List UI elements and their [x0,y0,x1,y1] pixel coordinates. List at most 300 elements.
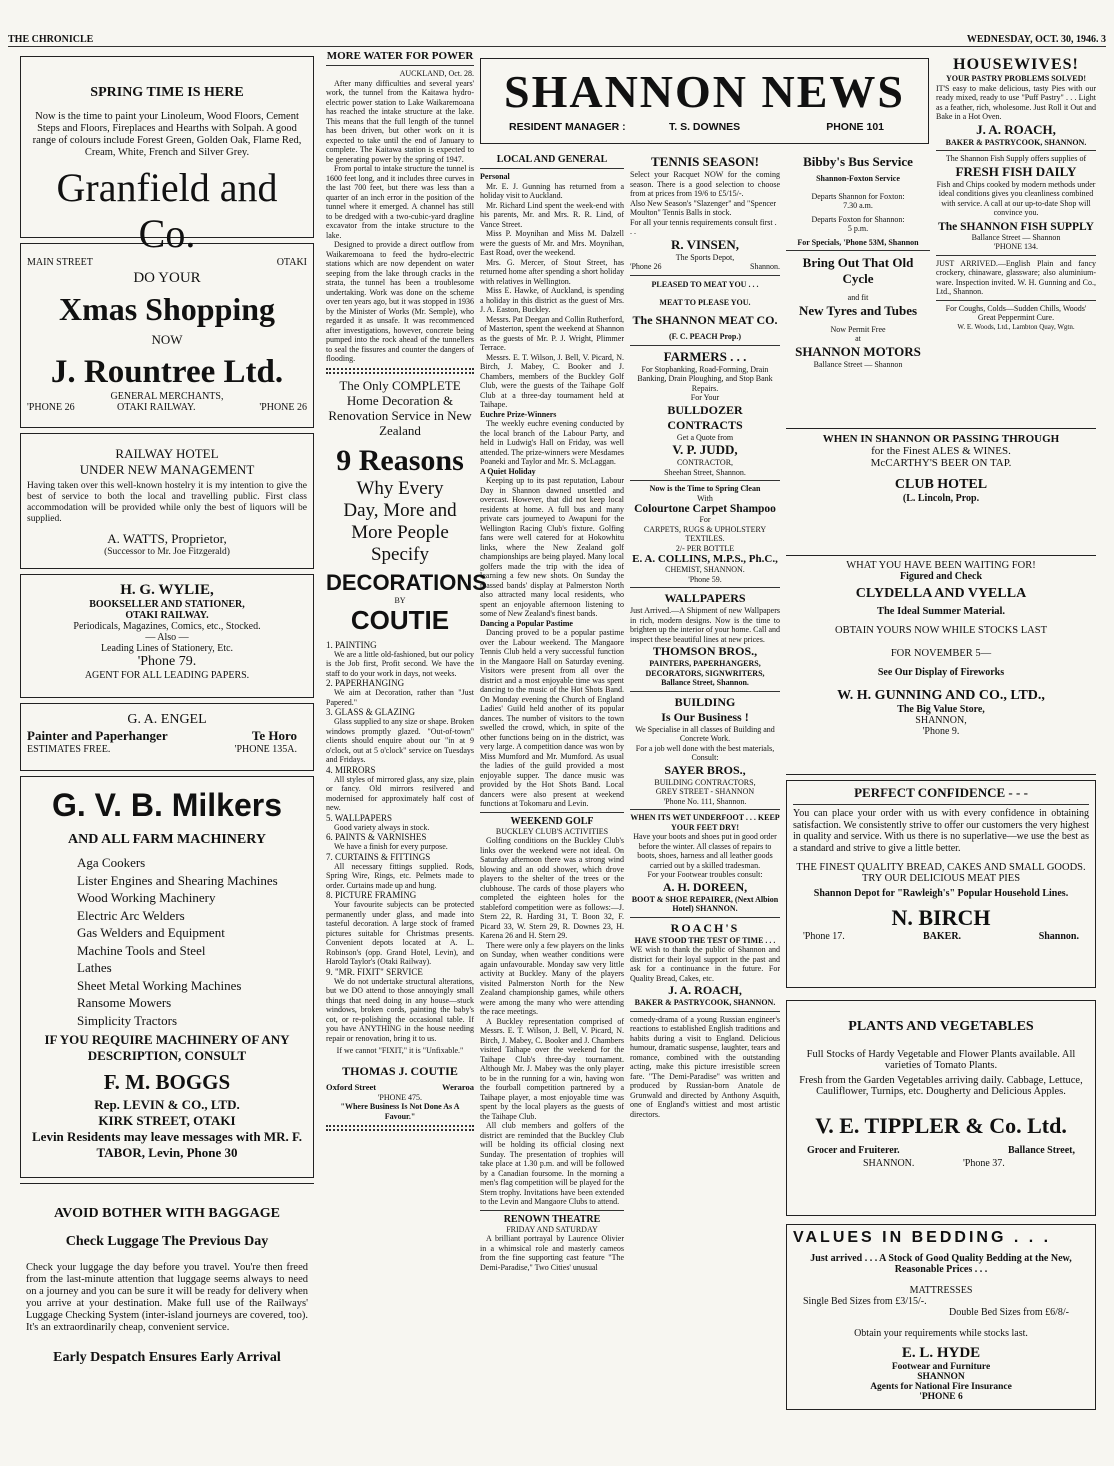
divider [786,250,930,251]
gunning-l3: CLYDELLA AND VYELLA [855,586,1027,601]
tippler-street: Ballance Street, [1007,1145,1075,1156]
water-p1: After many difficulties and several years' work, the tunnel from the Kaitawa hydro-electric power station to Lake Waikaremoana has reached the intake structure at the lake. This means that the full length of the tunnel has been driven, but other work on it is expected to take until the end of January to complete. The Kaitawa station is expected to be generating power by the spring of 1947. [326,78,474,164]
wet-consult: For your Footwear troubles consult: [647,870,763,879]
roach-body: WE wish to thank the public of Shannon and district for their loyal support in the past and ask for a continuance in the future. For Quality Bread, Cakes, etc. [630,945,780,983]
rountree-name: J. Rountree Ltd. [50,354,284,390]
doreen-name: A. H. DOREEN, [662,879,748,894]
divider [480,1210,624,1211]
reason-title: CURTAINS & FITTINGS [335,851,431,862]
divider [326,65,474,66]
fish-phone: 'PHONE 134. [993,242,1039,251]
reason-title: PICTURE FRAMING [335,890,417,900]
reason-heading [326,765,474,775]
divider [480,168,624,169]
coutie-h7: BY [394,595,406,605]
granfield-name: Granfield and Co. [56,165,278,256]
coutie-motto: "Where Business Is Not Done As A Favour." [340,1102,460,1121]
water-p2: From portal to intake structure the tunnel is 1600 feet long, and it includes three curves in the last 700 feet, but there was less than a quarter of an inch error in the position of the tunnel where it emerged. A channel has still to be dredged with a two-cubic-yard dragline excavator from the intake structure to the lake. [326,164,474,240]
pc-body: You can place your order with us with every confidence in obtaining satisfaction. We consistently strive to offer our customers the very highest in quality and service. With us there is no superlative—we use the best as a standard and strive to give a little better. [793,808,1089,854]
shannon-manager-row [481,121,928,135]
column-water-coutie [326,50,487,1455]
reason-title: GLASS & GLAZING [335,707,415,717]
coutie-address [326,1082,474,1093]
pv-title: PLANTS AND VEGETABLES [848,1019,1034,1034]
birch-bakery-ad [786,780,1096,988]
tennis-ad [630,154,780,272]
collins-l2: CHEMIST, SHANNON. [665,565,745,574]
wallpapers-ad [630,591,780,688]
hyde-agents: Agents for National Fire Insurance [870,1382,1012,1392]
hw-trade: BAKER & PASTRYCOOK, SHANNON. [945,137,1087,147]
reason-heading [326,832,474,842]
local-sub-euchre: Euchre Prize-Winners [480,409,557,419]
rountree-phone-left: 'PHONE 26 [27,402,75,413]
granfield-ad [20,56,314,268]
coutie-unfix: If we cannot "FIXIT," it is "Unfixable." [336,1046,464,1055]
golf-p4: All club members and golfers of the district are reminded that the Buckley Club will be holding its official closing next Sunday. The presentation of trophies will take place at 1.30 p.m. and will be followed by a Canadian foursome. In the morning a men's flag competition will be played for the Stern trophy. Invitations have been extended to the Levin and Mangaore Clubs to attend. [480,1121,624,1206]
gunning-l7: See Our Display of Fireworks [877,667,1005,678]
crockery-notice: JUST ARRIVED.—English Plain and fancy crockery, chinaware, glassware; also aluminium-ware. Inspection invited. W. H. Gunning and Co., Ltd., Shannon. [936,258,1096,296]
gvb-item: Gas Welders and Equipment [77,925,225,940]
gvb-item: Lathes [77,960,112,975]
water-title: MORE WATER FOR POWER [326,50,474,62]
engel-ad [20,703,314,771]
judd-title: CONTRACTOR, [676,458,734,467]
fish-title: FRESH FISH DAILY [955,163,1077,179]
bus-sub: Shannon-Foxton Service [816,174,900,183]
reason-body: Your favourite subjects can be protected permanently under glass, and made into tasteful decoration. A large stock of framed pictures suitable for Christmas presents. Convenient depots located at A. L. Robinson's (opp. Grand Hotel, Levin), and Harold Taylor's (Otaki Railway). [326,900,474,966]
hyde-trade: Footwear and Furniture [891,1362,991,1372]
masthead-left: THE CHRONICLE [8,34,94,45]
baggage-t1: AVOID BOTHER WITH BAGGAGE [54,1206,280,1221]
shannon-rm-label: RESIDENT MANAGER : [509,121,626,133]
tippler-row2 [793,1158,1089,1171]
divider [630,1011,780,1012]
sayer-phone: 'Phone No. 111, Shannon. [663,796,747,806]
divider [630,345,780,346]
sayer-name: SAYER BROS., [664,762,746,777]
fish-body: Fish and Chips cooked by modern methods under ideal conditions gives you cleanliness combined with service. A call at our up-to-date Shop will convince you. [936,179,1096,217]
gunning-l1: WHAT YOU HAVE BEEN WAITING FOR! [846,560,1036,571]
vb-l2: MATTRESSES [909,1285,973,1296]
shampoo-l2: With [697,493,713,503]
shannon-news-banner [480,58,929,144]
coutie-phone: 'PHONE 475. [377,1092,423,1102]
granfield-town: OTAKI [276,257,307,268]
baggage-t2: Check Luggage The Previous Day [65,1234,269,1249]
renown-body: A brilliant portrayal by Laurence Olivier in a whimsical role and masterly cameos from the fine supporting cast feature "The Demi-Paradise," Two Cities' unusual [480,1234,624,1272]
gvb-name: G. V. B. Milkers [51,787,283,823]
shampoo-l5: CARPETS, RUGS & UPHOLSTERY TEXTILES. [643,524,767,543]
birch-phone: 'Phone 17. [803,931,845,942]
renown-title: RENOWN THEATRE [503,1213,601,1225]
roach-sub: HAVE STOOD THE TEST OF TIME . . . [634,935,776,945]
reason-number: 7. [326,851,333,862]
club-l2: for the Finest ALES & WINES. [871,445,1011,457]
birch-town: Shannon. [1038,931,1079,942]
baggage-ad [20,1183,314,1433]
renown-sub: FRIDAY AND SATURDAY [506,1224,598,1234]
cycle-l4: Now Permit Free [830,324,886,334]
vinsen-depot: The Sports Depot, [675,252,735,262]
hotel-t1: RAILWAY HOTEL [115,446,219,461]
tennis-body2: Also New Season's "Slazenger" and "Spencer Moulton" Tennis Balls in stock. [630,198,777,217]
bld-l3: We Specialise in all classes of Building and Concrete Work. [635,724,775,743]
reason-number: 2. [326,678,333,688]
reason-title: PAINTING [335,639,377,650]
cycle-address: Ballance Street — Shannon [813,359,903,369]
reason-title: WALLPAPERS [334,812,393,823]
hyde-name: E. L. HYDE [901,1345,981,1361]
baggage-t3: Early Despatch Ensures Early Arrival [53,1350,281,1365]
club-hotel-ad [786,428,1096,550]
pv-body1: Full Stocks of Hardy Vegetable and Flower Plants available. All varieties of Tomato Plants. [806,1049,1076,1071]
collins-name: E. A. COLLINS, M.P.S., Ph.C., [632,553,778,565]
tennis-body: Select your Racquet NOW for the coming season. There is a good selection to choose from at prices from 19/6 to £5/15/-. [630,170,780,198]
meat-ad [630,280,780,342]
local-sub-dancing: Dancing a Popular Pastime [480,618,573,628]
column-bus-cycle [786,154,930,424]
coutie-name: THOMAS J. COUTIE [342,1063,458,1078]
gunning-l5: OBTAIN YOURS NOW WHILE STOCKS LAST [835,625,1047,636]
ornament-rule [326,368,474,374]
divider [630,917,780,918]
cough-maker: W. E. Woods, Ltd., Lambton Quay, Wgtn. [957,322,1075,331]
gvb-boggs: F. M. BOGGS [103,1070,231,1094]
reason-body: We are a little old-fashioned, but our policy is the Job first, Profit second. We have the staff to do your work in days, not weeks. [326,649,474,678]
local-p10: Dancing proved to be a popular pastime over the Labour weekend. The Mangaore Tennis Club held a very successful function in the Mangaore Hall on Saturday evening. Visitors were present from all over the district and a most enjoyable time was spent dancing to the music of the Hot Shots Band. On Monday evening the Church of England Ladies' Guild held another of its popular dances. The number of visitors to the town swelled the crowd, which, in spite of the other functions being on in the district, was very large. A competition dance was won by Miss Mumford and Mr. Mumford. As usual the ladies of the guild provided a most enjoyable supper. The dance music was provided by the Hot Shots Band. Local dancers were also present at weekend functions at Tokomaru and Levin. [480,628,624,808]
tippler-trade: Grocer and Fruiterer. [807,1145,900,1156]
tippler-ad [786,1000,1096,1216]
reason-heading [326,678,474,688]
tippler-town: SHANNON. [863,1158,915,1169]
reason-title: PAPERHANGING [335,678,405,688]
divider [480,812,624,813]
reason-item [326,640,474,679]
divider [630,809,780,810]
local-sub-holiday: A Quiet Holiday [480,466,536,476]
reason-heading [326,890,474,900]
vb-l5: Obtain your requirements while stocks last. [854,1328,1028,1339]
engel-row2 [27,744,307,756]
roach-ad [630,921,780,1008]
wylie-l5: Leading Lines of Stationery, Etc. [100,643,234,654]
wet-title: WHEN ITS WET UNDERFOOT . . . KEEP YOUR FEET DRY! [630,813,780,832]
engel-town: Te Horo [251,728,297,743]
reason-item [326,678,474,707]
rountree-l3: NOW [151,332,183,347]
coutie-h1: The Only COMPLETE Home Decoration & Renovation Service in New Zealand [328,377,472,438]
fish-intro: The Shannon Fish Supply offers supplies of [945,154,1087,163]
wet-body: Have your boots and shoes put in good order before the winter. All classes of repairs to boots, shoes, harness and all leather goods carried out by a skilled tradesman. [633,832,777,870]
fish-name: The SHANNON FISH SUPPLY [938,220,1094,233]
granfield-address [27,257,307,269]
golf-title: WEEKEND GOLF [510,815,594,827]
vinsen-town: Shannon. [750,262,780,271]
sayer-l3: GREY STREET - SHANNON [655,787,755,796]
reason-body: All styles of mirrored glass, any size, plain or fancy. Old mirrors resilvered and modernised for approximately half cost of new. [326,774,474,812]
vinsen-name: R. VINSEN, [670,236,740,252]
engel-trade: Painter and Paperhanger [27,728,168,743]
divider [793,804,1089,805]
club-name: CLUB HOTEL [894,477,988,492]
shampoo-l4: For [699,515,711,524]
cough-notice: For Coughs, Colds—Sudden Chills, Woods' Great Peppermint Cure. [945,303,1087,322]
gvb-item: Machine Tools and Steel [77,942,206,958]
water-p3: Designed to provide a direct outflow from Waikaremoana to feed the hydro-electric stations which are now dependent on water seeping from the lake through cracks in the strata, the tunnel has been a troublesome undertaking. Work was done on the scheme over ten years ago, but it was stopped in 1936 by the Minister of Works (Mr. Semple), who regarded it as unsafe. It was recommenced after investigations, however, concrete being pumped into the rock ahead of the tunnellers to seal the fissures and counter the dangers of flooding. [326,240,474,363]
bus-specials: For Specials, 'Phone 53M, Shannon [797,237,919,247]
tennis-title: TENNIS SEASON! [650,154,759,169]
vb-l1: Just arrived . . . A Stock of Good Quality Bedding at the New, Reasonable Prices . . . [810,1253,1072,1275]
meat-prop: (F. C. PEACH Prop.) [669,332,741,341]
coutie-h6: DECORATIONS [326,569,487,595]
hw-name: J. A. ROACH, [976,121,1056,137]
gvb-milkers-ad [20,776,314,1178]
granfield-body: Now is the time to paint your Linoleum, Wood Floors, Cement Steps and Floors, Fireplaces and Hearths with Solpah. A good range of colours include Forest Green, Golden Oak, Flame Red, Cream, White, French and Silver Grey. [32,111,302,158]
gvb-rep: Rep. LEVIN & CO., LTD. [94,1097,240,1112]
shampoo-l1: Now is the Time to Spring Clean [649,484,761,493]
building-ad [630,695,780,807]
coutie-h8: COUTIE [350,604,450,635]
hyde-town: SHANNON [917,1372,965,1382]
reason-heading [326,967,474,977]
hotel-body: Having taken over this well-known hostelry it is my intention to give the best of service to both the local and travelling public. First class accommodation will be provided while only the best of liquors will be supplied. [27,481,307,524]
gunning-l10: SHANNON, [915,715,967,726]
golf-p3: A Buckley representation comprised of Messrs. E. T. Wilson, J. Bell, V. Picard, N. Birch, J. Mabey, C. Booker and J. Chambers visited Taihape over the weekend for the Taihape Club's three-day tournament. Although Mr. J. Mabey was the only player to be in the running for a win, having won the fourball competition partnered by a Taihape player, a most enjoyable time was spent by the local players as the guests of the Taihape Club. [480,1016,624,1121]
bld-l2: Is Our Business ! [661,709,749,724]
rountree-phones [27,402,307,414]
wylie-l6: AGENT FOR ALL LEADING PAPERS. [84,670,250,681]
coutie-h2: 9 Reasons [336,443,464,477]
bulldozer-ad [630,349,780,478]
meat-l2: MEAT TO PLEASE YOU. [659,297,751,307]
footwear-repair-ad [630,813,780,914]
reason-heading [326,852,474,862]
birch-name: N. BIRCH [891,905,991,930]
reason-item [326,890,474,967]
reason-body: Glass supplied to any size or shape. Broken windows promptly glazed. "Out-of-town" clients should enquire about our "in at 9 o'clock, out at 5 o'clock" service on Tuesdays and Fridays. [326,717,474,764]
vinsen-phone: 'Phone 26 [630,262,662,271]
rountree-rail: OTAKI RAILWAY. [117,402,196,413]
local-p9: Keeping up to its past reputation, Labour Day in Shannon dawned unsettled and overcast. However, that did not keep local residents at home. A full bus and many private cars journeyed to Awapuni for the Wellington Racing Club's fixture. Golfing fans were well catered for at Hokowhitu links, where the New Zealand golf championships are being played. Many local golfers made the trip with the idea of learning a few new shots. On Sunday the massed bands' display at Palmerston North also attracted many local residents, who spent an enjoyable afternoon listening to some of New Zealand's finest bands. [480,476,624,618]
engel-phone: 'PHONE 135A. [234,744,297,755]
reason-number: 6. [326,832,333,842]
local-p5: Miss E. Hawke, of Auckland, is spending a holiday in this district as the guest of Mrs. J. A. Easton, Buckley. [480,286,624,314]
shampoo-price: 2/- PER BOTTLE [675,543,735,553]
divider [630,275,780,276]
wylie-l4: — Also — [145,632,189,643]
wylie-name: H. G. WYLIE, [120,582,214,598]
judd-name: V. P. JUDD, [672,442,738,457]
gvb-req: IF YOU REQUIRE MACHINERY OF ANY DESCRIPTION, CONSULT [44,1032,290,1063]
ornament-rule [326,1125,474,1131]
pc-l3: TRY OUR DELICIOUS MEAT PIES [861,873,1021,884]
divider [936,255,1096,256]
hyde-phone: 'PHONE 6 [919,1392,963,1402]
rountree-ad [20,243,314,428]
local-p6: Messrs. Pat Deegan and Collin Rutherford, of Masterton, spent the weekend at Shannon as the guests of Mr. P. J. Wright, Plimmer Terrace. [480,314,624,352]
hyde-bedding-ad [786,1224,1096,1410]
rountree-sub: GENERAL MERCHANTS, [110,391,224,402]
local-p8: The weekly euchre evening conducted by the local branch of the Labour Party, and held in Ludwig's Hall on Friday, was well attended. The prize-winners were Mesdames Poaneki and Taylor and Mr. S. McLaggan. [480,419,624,466]
hotel-t2: UNDER NEW MANAGEMENT [79,462,255,477]
reason-title: MIRRORS [335,764,376,775]
pc-l2: THE FINEST QUALITY BREAD, CAKES AND SMALL GOODS. [796,862,1086,873]
column-left [20,56,314,1461]
reason-number: 9. [326,966,333,977]
water-dateline: AUCKLAND, Oct. 28. [399,69,474,78]
column-shannon-ads [630,154,780,1459]
gunning-l2: Figured and Check [899,571,983,582]
reason-heading [326,707,474,717]
vinsen-row [630,262,780,272]
reason-number: 3. [326,707,333,717]
reason-body: We aim at Decoration, rather than "Just Papered." [326,688,474,707]
cycle-l2: and fit [847,293,869,302]
cycle-l3: New Tyres and Tubes [798,302,918,318]
club-l3: McCARTHY'S BEER ON TAP. [870,457,1012,469]
doreen-address: BOOT & SHOE REPAIRER, (Next Albion Hotel) SHANNON. [631,894,779,913]
column-local-news [480,154,624,1459]
meat-l1: PLEASED TO MEAT YOU . . . [651,280,759,289]
reason-item [326,852,474,891]
gunning-ad [786,555,1096,775]
tippler-name: V. E. TIPPLER & Co. Ltd. [815,1113,1067,1138]
reason-number: 4. [326,764,333,775]
gunning-l4: The Ideal Summer Material. [876,606,1006,617]
farmers-title: FARMERS . . . [663,348,747,364]
tennis-body3: For all your tennis requirements consult first . . . [630,217,777,236]
column-housewives-fish [936,56,1096,428]
railway-hotel-ad [20,433,314,569]
golf-sub: BUCKLEY CLUB'S ACTIVITIES [495,826,609,836]
roach-trade: BAKER & PASTRYCOOK, SHANNON. [634,998,776,1007]
local-p1: Mr. E. J. Gunning has returned from a holiday visit to Auckland. [480,181,624,200]
wylie-phone: 'Phone 79. [137,654,197,669]
gvb-sub: AND ALL FARM MACHINERY [68,832,266,847]
bulldozer-title: BULLDOZER CONTRACTS [667,402,743,432]
gvb-item: Electric Arc Welders [77,907,185,923]
gvb-item: Simplicity Tractors [77,1012,178,1028]
cycle-motors: SHANNON MOTORS [795,343,921,359]
tippler-phone: 'Phone 37. [963,1158,1005,1169]
engel-estimates: ESTIMATES FREE. [27,744,111,755]
divider [630,480,780,481]
engel-row1 [27,728,307,744]
gvb-item: Sheet Metal Working Machines [77,977,242,993]
wp-title: WALLPAPERS [664,591,746,605]
reason-number: 8. [326,890,333,900]
coutie-h5: Specify [370,543,430,565]
date-line: WEDNESDAY, OCT. 30, 1946. 3 [966,34,1106,45]
reason-heading [326,813,474,823]
wylie-l1: BOOKSELLER AND STATIONER, [89,599,245,610]
wylie-l3: Periodicals, Magazines, Comics, etc., Stocked. [73,621,261,632]
coutie-town: Weraroa [442,1081,474,1092]
vb-l4: Double Bed Sizes from £6/8/- [949,1307,1069,1318]
local-p4: Mrs. G. Mercer, of Stout Street, has returned home after spending a short holiday with relatives in Wellington. [480,257,624,286]
thomson-address: Ballance Street, Shannon. [661,678,749,687]
engel-name: G. A. ENGEL [127,712,207,727]
shannon-title: SHANNON NEWS [503,66,905,117]
thomson-trades: PAINTERS, PAPERHANGERS, DECORATORS, SIGNWRITERS, [645,659,765,678]
birch-row [793,931,1089,943]
gvb-items [77,854,307,1029]
roach-name: J. A. ROACH, [668,983,742,997]
page-header [8,34,1106,47]
wylie-l2: OTAKI RAILWAY. [125,610,209,621]
shannon-phone: PHONE 101 [826,121,884,133]
reason-title: PAINTS & VARNISHES [335,832,427,842]
reason-item [326,813,474,833]
bulldozer-quote: Get a Quote from [676,432,734,442]
renown-continued: comedy-drama of a young Russian engineer's reactions to established English traditions and habits during a visit to England. Delicious humour, dramatic suspense, laughter, tears and romance, combined with the outstanding acting, make this picture irresistible screen fare. "The Demi-Paradise" was written and produced by Russian-born Anatole de Grunwald and directed by Anthony Asquith, one of England's wittiest and most artistic directors. [630,1014,780,1119]
local-sub-personal: Personal [480,172,510,181]
gunning-l6: FOR NOVEMBER 5— [890,648,992,659]
baggage-body: Check your luggage the day before you travel. You're then freed from the last-minute attention that luggage seems always to need on a journey and you can be sure it will be ready for delivery when you arrive at your destination. Make full use of the Railways' Luggage Checking System (inter-island journeys are covered, too). It's an extraordinarily cheap, convenient service. [26,1262,308,1333]
gunning-l9: The Big Value Store, [897,704,985,715]
cycle-l1: Bring Out That Old Cycle [802,255,914,286]
coutie-h3: Why Every [356,477,444,499]
hw-sub: YOUR PASTRY PROBLEMS SOLVED! [945,74,1087,83]
vb-title: VALUES IN BEDDING . . . [793,1229,1052,1246]
divider [936,150,1096,151]
shampoo-ad [630,484,780,584]
tippler-row1 [793,1145,1089,1158]
collins-phone: 'Phone 59. [688,574,722,584]
farmers-for: For Your [690,393,720,402]
reason-item [326,967,474,1044]
reason-body: Good variety always in stock. [334,822,430,832]
pv-body2: Fresh from the Garden Vegetables arriving daily. Cabbage, Lettuce, Cauliflower, Turnips, etc. Dougherty and Delicious Apples. [799,1075,1083,1097]
gunning-l11: 'Phone 9. [922,726,960,737]
golf-p1: Golfing conditions on the Buckley Club's links over the weekend were not ideal. On Saturday afternoon there was a strong wind blowing and an odd shower, which drove players to the shelter of the trees or the clubhouse. The cards of those players who completed the eighteen holes for the stableford competition were as follows:—J. Stern 22, R. Harding 31, T. Boon 32, F. Picard 33, W. Stern 29, R. Downes 23, H. Karena 26 and H. Stern 29. [480,836,624,940]
local-p2: Mr. Richard Lind spent the week-end with his parents, Mr. and Mrs. R. R. Lind, of Vance Street. [480,200,624,229]
pc-l4: Shannon Depot for "Rawleigh's" Popular Household Lines. [813,888,1069,899]
birch-baker: BAKER. [923,931,962,942]
gvb-item: Aga Cookers [77,855,146,870]
local-p7: Messrs. E. T. Wilson, J. Bell, V. Picard, N. Birch, J. Mabey, C. Booker and J. Chambers, members of the Buckley Golf Club, were the guests of the Taihape Golf Club at a three-day tournament held at Taihape. [480,352,624,409]
sayer-l2: BUILDING CONTRACTORS, [654,777,756,787]
wp-body: Just Arrived.—A Shipment of new Wallpapers in rich, modern designs. Now is the time to brighten up the interior of your home. Call and inspect these beautiful lines at new prices. [630,606,780,644]
rountree-l1: DO YOUR [133,270,201,286]
wylie-ad [20,574,314,698]
gunning-name: W. H. GUNNING AND CO., LTD., [837,688,1045,703]
golf-p2: There were only a few players on the links on Sunday, when weather conditions were again unfavourable. Monday saw very little activity at Buckley. Many of the players visited Palmerston North for the New Zealand championship games, while others were among the many who were attending the race meetings. [480,940,624,1016]
reason-item [326,832,474,852]
rountree-l2: Xmas Shopping [58,291,276,327]
reason-heading [326,640,474,650]
local-p3: Miss P. Moynihan and Miss M. Dalzell were the guests of Mr. and Mrs. Moynihan, East Road, over the weekend. [480,229,624,257]
granfield-street: MAIN STREET [27,257,93,268]
judd-address: Sheehan Street, Shannon. [664,467,746,477]
gvb-levin: Levin Residents may leave messages with MR. F. TABOR, Levin, Phone 30 [32,1129,302,1160]
gvb-street: KIRK STREET, OTAKI [98,1113,236,1128]
hw-title: HOUSEWIVES! [953,56,1079,73]
thomson-name: THOMSON BROS., [652,644,758,658]
reason-number: 1. [326,639,333,650]
reason-body: We have a finish for every purpose. [334,842,448,851]
reason-body: We do not undertake structural alterations, but we DO attend to those annoyingly small things that need doing in any house—stuck windows, broken cords, painting the baby's cot, or re-polishing the occasional table. If you have ANYTHING in the house needing repair or renovation, bring it to us. [326,976,474,1043]
reason-item [326,765,474,813]
hw-body: IT'S easy to make delicious, tasty Pies with our ready mixed, ready to use "Puff Pastry" . . . Light as a feather, rich, wholesome. Just Roll it Out and Bake in a Hot Oven. [936,83,1096,121]
divider [936,300,1096,301]
divider [630,691,780,692]
club-l1: WHEN IN SHANNON OR PASSING THROUGH [822,433,1060,445]
gvb-item: Wood Working Machinery [77,890,216,905]
gvb-item: Lister Engines and Shearing Machines [77,872,278,888]
reason-item [326,707,474,765]
